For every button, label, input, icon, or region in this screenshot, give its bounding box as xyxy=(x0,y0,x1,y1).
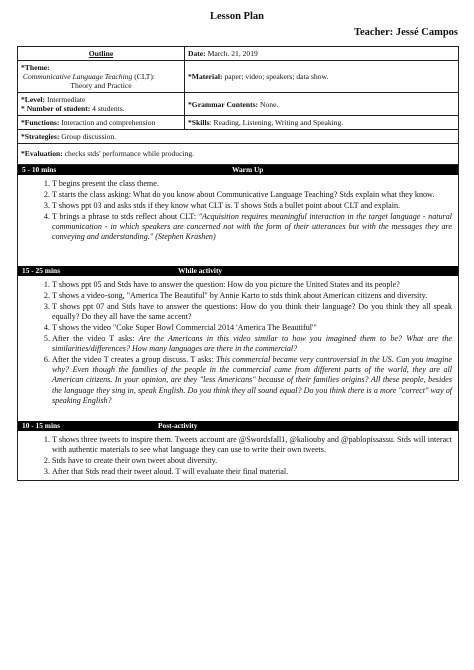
while-activity-section xyxy=(18,276,458,421)
list-item: 1. T shows ppt 05 and Stds have to answer the question: How do you picture the United States and its people? xyxy=(52,280,452,290)
skills-value: : Reading, Listening, Writing and Speaking. xyxy=(209,118,344,127)
table-row: Outline Date: March. 21, 2019 xyxy=(18,47,458,61)
list-item: 2. T starts the class asking: What do you know about Communicative Language Teaching? Stds explain what they know. xyxy=(52,190,452,200)
lesson-plan-table xyxy=(17,46,459,481)
list-item: 3. T shows ppt 07 and Stds have to answer the questions: How do you think their language? Do you think they all speak equally? Do they all have the same accent? xyxy=(52,302,452,322)
table-row: *Evaluation: checks stds' performance while producing. xyxy=(18,144,458,165)
list-item: 4. T brings a phrase to stds reflect about CLT: "Acquisition requires meaningful interaction in the target language - natural communication - in which speakers are concerned not with the form of their utterances but with the messages they are conveying and understanding." (Stephen Krashen) xyxy=(52,212,452,242)
table-row: *Strategies: Group discussion. xyxy=(18,130,458,144)
post-activity-section xyxy=(18,431,458,480)
post-activity-header: 10 - 15 mins Post-activity xyxy=(18,421,458,431)
material-value: paper; video; speakers; data show. xyxy=(224,72,329,81)
list-item: 2. Stds have to create their own tweet about diversity. xyxy=(52,456,452,466)
outline-heading: Outline xyxy=(88,49,114,58)
list-item: 1. T shows three tweets to inspire them. Tweets account are @Swordsfall1, @kaliouby and @pablopissassu. Stds will interact with authentic materials to see what language they can use to write their own tweets. xyxy=(52,435,452,455)
warmup-section xyxy=(18,175,458,266)
list-item: 3. T shows ppt 03 and asks stds if they know what CLT is. T shows Stds a bullet point about CLT and explain. xyxy=(52,201,452,211)
level-value: Intermediate xyxy=(46,95,86,104)
list-item: 1. T begins present the class theme. xyxy=(52,179,452,189)
table-row: *Theme: Communicative Language Teaching (CLT): Theory and Practice *Material: paper; video; speakers; data show. xyxy=(18,61,458,93)
list-item: 5. After the video T asks: Are the Americans in this video similar to how you imagined them to be? What are the similarities/differences? How many languages are there in the commercial? xyxy=(52,334,452,354)
warmup-header: 5 - 10 mins Warm Up xyxy=(18,165,458,175)
teacher-name: Teacher: Jessé Campos xyxy=(353,27,458,38)
theme-value: Communicative Language Teaching xyxy=(22,72,133,81)
while-activity-header: 15 - 25 mins While activity xyxy=(18,266,458,276)
list-item: 6. After the video T creates a group discuss. T asks: This commercial became very controversial in the US. Can you imagine why? Even though the families of the people in the commercial came from different parts of the world, they are all American citizens. In your opinion, are they "less Americans" because of their families origins? All these people, besides the language they sing in, speak English. Do you think they all sound equal? Do you think there is a more "correct" way of speaking English? xyxy=(52,355,452,405)
list-item: 3. After that Stds read their tweet aloud. T will evaluate their final material. xyxy=(52,467,452,477)
list-item: 4. T shows the video "Coke Super Bowl Commercial 2014 'America The Beautiful'" xyxy=(52,323,452,333)
grammar-value: None. xyxy=(260,99,279,109)
functions-value: Interaction and comprehension xyxy=(61,118,156,127)
table-row: *Functions: Interaction and comprehension *Skills: Reading, Listening, Writing and Speaking. xyxy=(18,116,458,130)
list-item: 2. T shows a video-song, "America The Beautiful" by Annie Karto to stds think about American citizens and diversity. xyxy=(52,291,452,301)
strategies-value: Group discussion. xyxy=(61,132,117,141)
page-title: Lesson Plan xyxy=(210,11,264,22)
students-value: 4 students. xyxy=(92,104,125,113)
evaluation-value: checks stds' performance while producing. xyxy=(64,149,195,158)
table-row: *Level: Intermediate * Number of student: 4 students. *Grammar Contents: None. xyxy=(18,93,458,116)
date-value: March. 21, 2019 xyxy=(207,49,258,58)
